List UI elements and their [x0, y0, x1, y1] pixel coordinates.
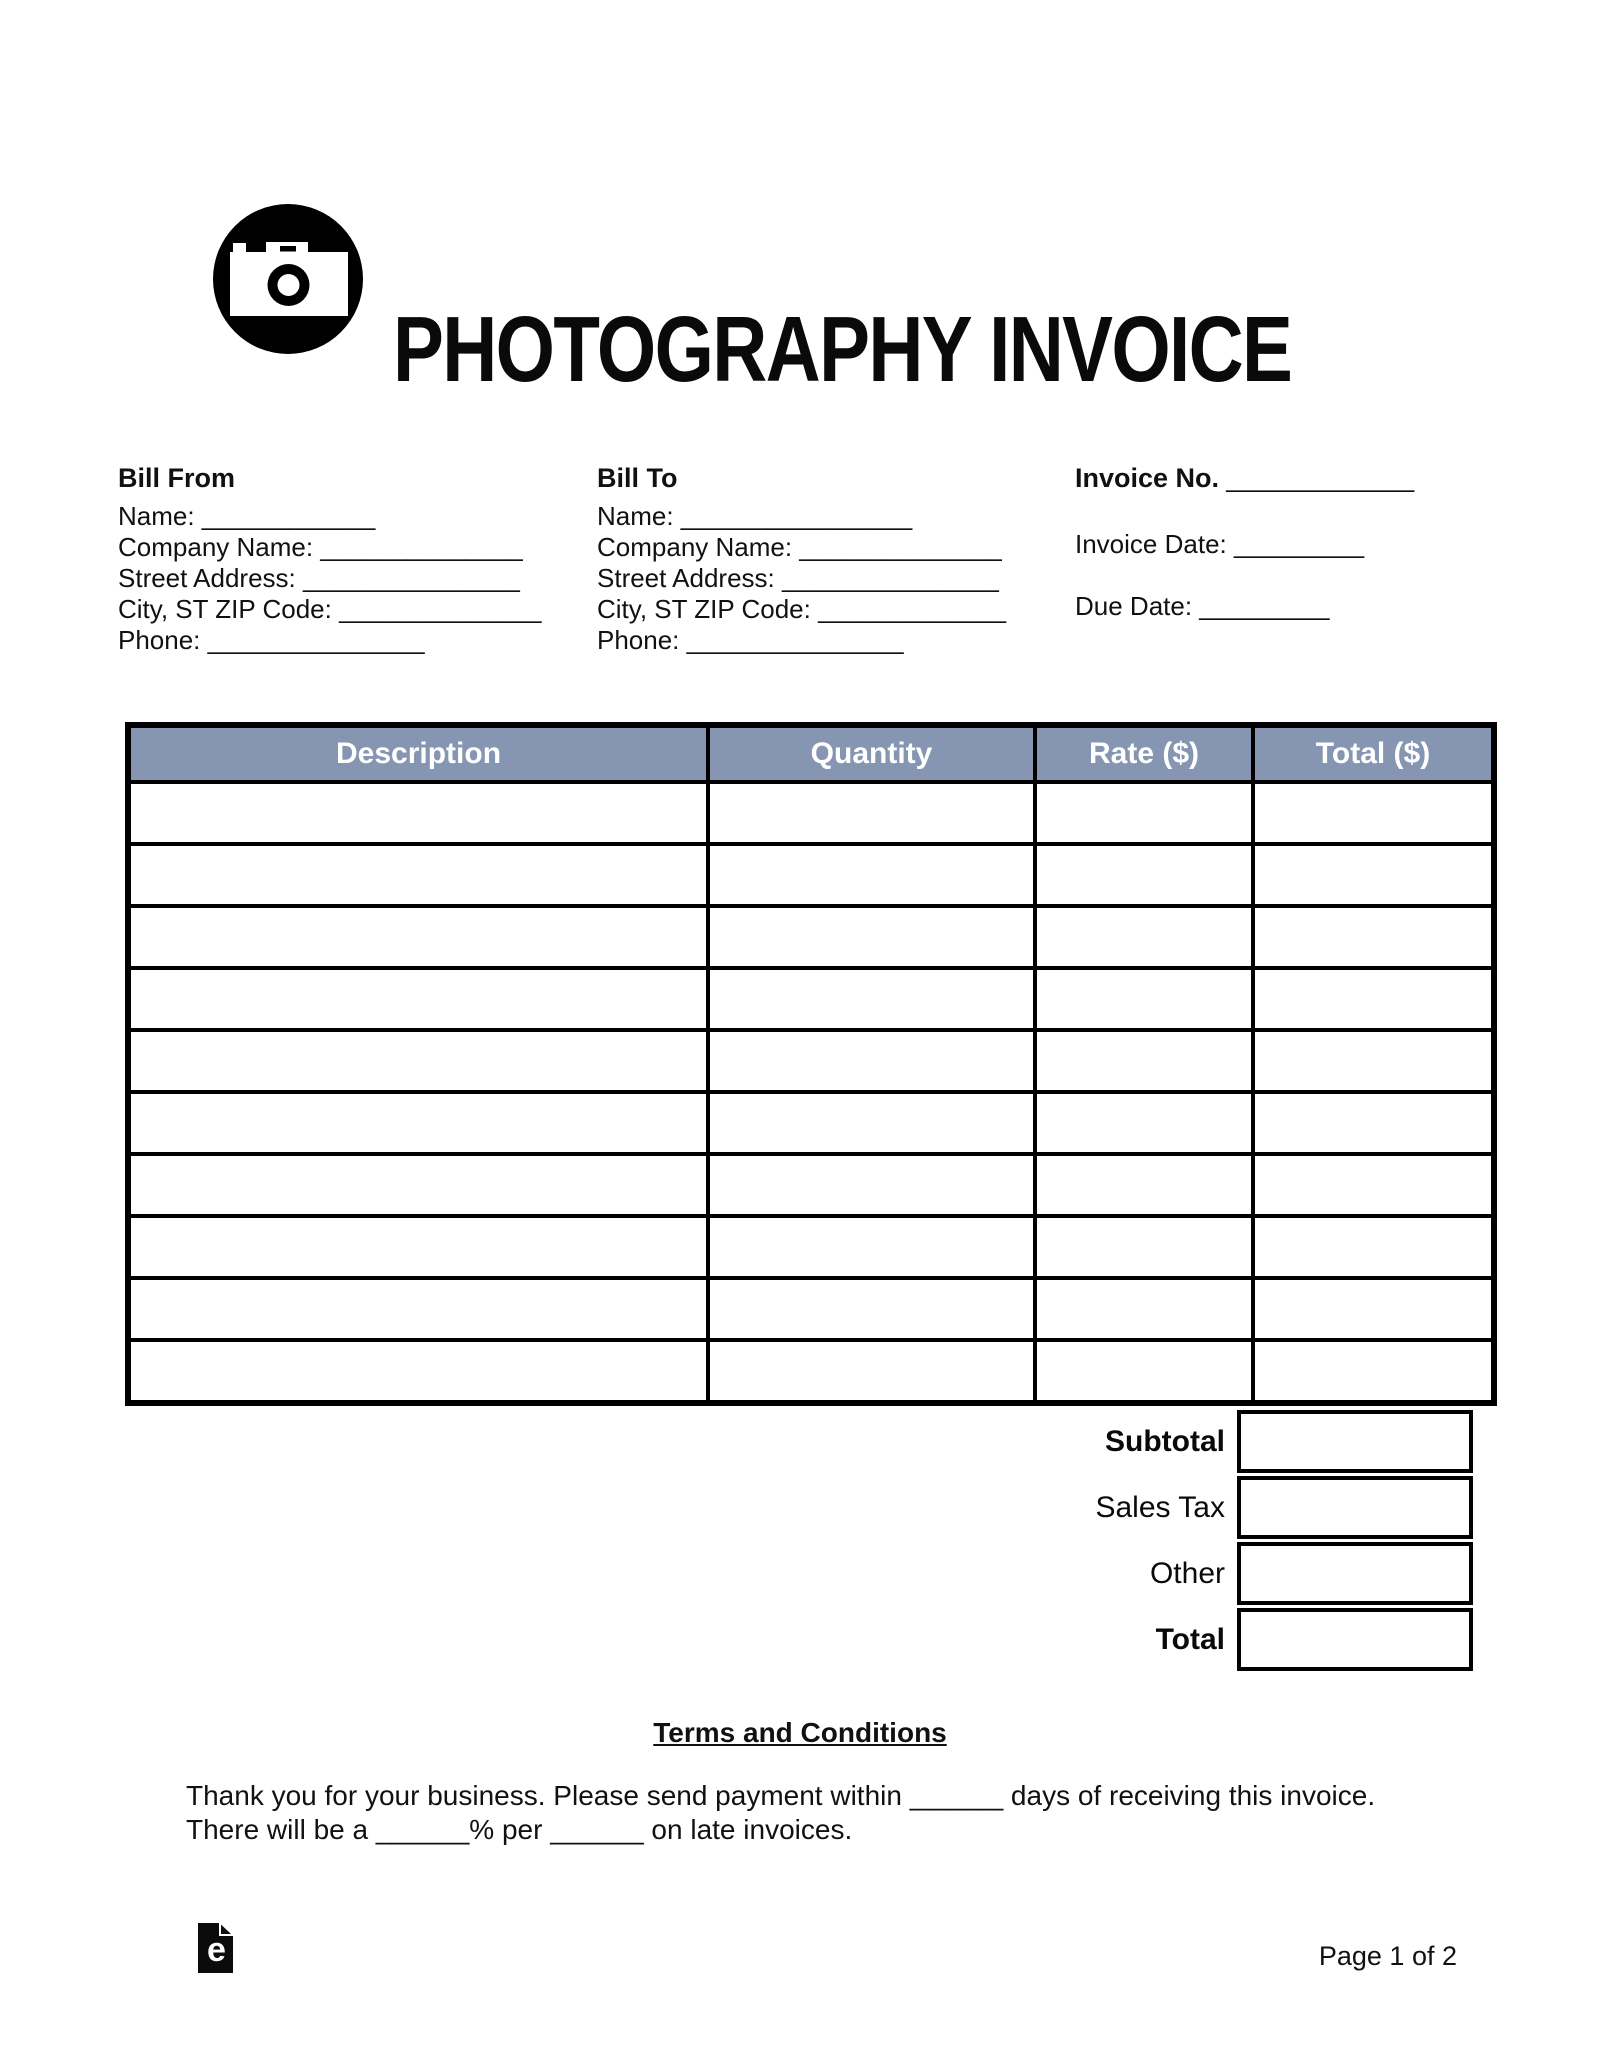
item-cell: [1253, 1092, 1494, 1154]
item-cell: [128, 1092, 708, 1154]
bill-to-field: Name: ________________: [597, 501, 913, 531]
invoice-number-blank: _____________: [1219, 463, 1415, 493]
invoice-number-field: [1075, 463, 1414, 494]
item-row: [128, 1092, 1494, 1154]
item-cell: [1035, 968, 1253, 1030]
line-items-table: [125, 722, 1497, 1406]
item-cell: [1253, 1278, 1494, 1340]
item-cell: [128, 1216, 708, 1278]
item-cell: [708, 844, 1035, 906]
item-cell: [1035, 1154, 1253, 1216]
bill-to-heading: Bill To: [597, 463, 678, 493]
due-date-blank: _________: [1192, 591, 1330, 621]
terms-heading: Terms and Conditions: [653, 1717, 947, 1748]
item-cell: [708, 1154, 1035, 1216]
column-header-quantity: Quantity: [708, 725, 1035, 782]
item-row: [128, 1216, 1494, 1278]
summary-value-box: [1237, 1542, 1473, 1605]
summary-label: Sales Tax: [1095, 1490, 1225, 1524]
column-header-total: Total ($): [1253, 725, 1494, 782]
summary-row-total: [125, 1608, 1473, 1671]
item-row: [128, 906, 1494, 968]
item-row: [128, 1030, 1494, 1092]
item-row: [128, 1340, 1494, 1403]
bill-from-field: Name: ____________: [118, 501, 376, 531]
item-cell: [1035, 1340, 1253, 1403]
summary-row-other: [125, 1542, 1473, 1605]
eforms-document-icon: [198, 1923, 233, 1973]
item-cell: [1253, 1030, 1494, 1092]
item-cell: [1035, 1216, 1253, 1278]
item-cell: [1035, 1092, 1253, 1154]
item-cell: [1253, 968, 1494, 1030]
item-cell: [128, 968, 708, 1030]
item-cell: [708, 968, 1035, 1030]
bill-from-field: Phone: _______________: [118, 625, 425, 655]
item-cell: [708, 1030, 1035, 1092]
item-cell: [1253, 844, 1494, 906]
item-cell: [128, 1030, 708, 1092]
bill-from-field: Street Address: _______________: [118, 563, 520, 593]
terms-body: Thank you for your business. Please send payment within ______ days of receiving this invoice. There will be a ______% per ______ on late invoices.: [186, 1780, 1376, 1845]
item-cell: [708, 1278, 1035, 1340]
item-cell: [128, 1340, 708, 1403]
item-cell: [1253, 1154, 1494, 1216]
item-cell: [708, 782, 1035, 844]
item-cell: [128, 782, 708, 844]
due-date-label: Due Date:: [1075, 591, 1193, 621]
camera-icon: [212, 203, 364, 355]
item-row: [128, 1278, 1494, 1340]
item-row: [128, 844, 1494, 906]
summary-row-subtotal: [125, 1410, 1473, 1473]
table-body: [128, 782, 1494, 1403]
item-row: [128, 1154, 1494, 1216]
item-cell: [1035, 782, 1253, 844]
invoice-date-blank: _________: [1226, 529, 1365, 559]
item-cell: [128, 844, 708, 906]
summary-value-box: [1237, 1608, 1473, 1671]
svg-text:e: e: [207, 1931, 226, 1969]
bill-to-lines: [597, 501, 1006, 656]
item-cell: [1253, 906, 1494, 968]
item-cell: [128, 906, 708, 968]
item-cell: [708, 1092, 1035, 1154]
item-cell: [1253, 1216, 1494, 1278]
invoice-date-label: Invoice Date:: [1075, 529, 1227, 559]
summary-value-box: [1237, 1410, 1473, 1473]
bill-from-lines: [118, 501, 542, 656]
eforms-logo: [198, 1923, 233, 1973]
item-row: [128, 782, 1494, 844]
item-cell: [1035, 844, 1253, 906]
due-date-field: [1075, 591, 1329, 622]
table-header-row: [128, 725, 1494, 782]
bill-from-field: City, ST ZIP Code: ______________: [118, 594, 542, 624]
item-cell: [128, 1154, 708, 1216]
item-cell: [708, 906, 1035, 968]
item-cell: [708, 1216, 1035, 1278]
column-header-rate: Rate ($): [1035, 725, 1253, 782]
invoice-number-label: Invoice No.: [1075, 463, 1220, 493]
item-cell: [708, 1340, 1035, 1403]
item-cell: [1253, 1340, 1494, 1403]
item-cell: [1035, 906, 1253, 968]
bill-to-field: City, ST ZIP Code: _____________: [597, 594, 1007, 624]
invoice-date-field: [1075, 529, 1364, 560]
summary-label: Other: [1149, 1556, 1225, 1590]
column-header-description: Description: [128, 725, 708, 782]
item-cell: [1035, 1278, 1253, 1340]
summary-label: Subtotal: [1105, 1424, 1225, 1458]
bill-to-field: Street Address: _______________: [597, 563, 999, 593]
bill-to-section: [597, 463, 1006, 656]
bill-to-field: Phone: _______________: [597, 625, 904, 655]
item-cell: [128, 1278, 708, 1340]
bill-from-section: [118, 463, 542, 656]
page-title: PHOTOGRAPHY INVOICE: [393, 297, 1292, 401]
bill-to-field: Company Name: ______________: [597, 532, 1002, 562]
page-number: Page 1 of 2: [1318, 1941, 1457, 1971]
item-cell: [1253, 782, 1494, 844]
item-cell: [1035, 1030, 1253, 1092]
summary-section: [125, 1410, 1473, 1674]
summary-value-box: [1237, 1476, 1473, 1539]
bill-from-heading: Bill From: [118, 463, 236, 493]
summary-label: Total: [1155, 1622, 1225, 1656]
bill-from-field: Company Name: ______________: [118, 532, 523, 562]
camera-logo: [212, 203, 364, 355]
item-row: [128, 968, 1494, 1030]
summary-row-sales-tax: [125, 1476, 1473, 1539]
